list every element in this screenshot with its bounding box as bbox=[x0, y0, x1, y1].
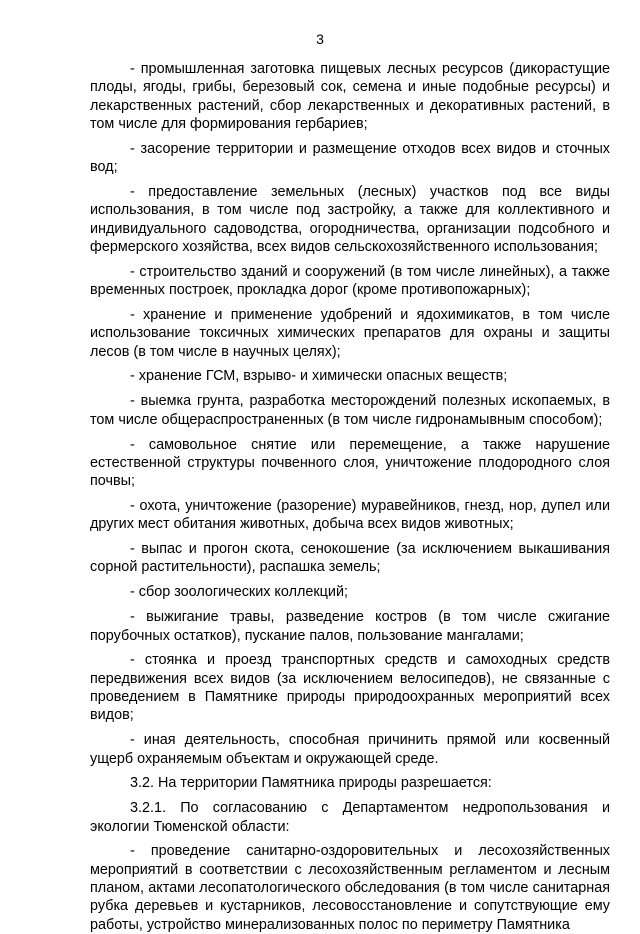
list-item-vehicles: - стоянка и проезд транспортных средств и самоходных средств передвижения всех видов (за исключением велосипедов), не связанные с проведением в Памятнике природы природоохранных мероприятий всех видов; bbox=[90, 652, 610, 724]
list-item-soil-removal: - самовольное снятие или перемещение, а также нарушение естественной структуры почвенного слоя, уничтожение плодородного слоя почвы; bbox=[90, 436, 610, 490]
list-item-chemicals: - хранение и применение удобрений и ядохимикатов, в том числе использование токсичных химических препаратов для охраны и защиты лесов (в том числе в научных целях); bbox=[90, 306, 610, 360]
list-item-burning: - выжигание травы, разведение костров (в том числе сжигание порубочных остатков), пускание палов, пользование мангалами; bbox=[90, 609, 610, 644]
list-item-fuel-storage: - хранение ГСМ, взрыво- и химически опасных веществ; bbox=[130, 368, 508, 385]
document-body bbox=[90, 60, 610, 934]
list-item-hunting: - охота, уничтожение (разорение) муравейников, гнезд, нор, дупел или других мест обитания животных, добыча всех видов животных; bbox=[90, 497, 610, 533]
section-3-2-heading: 3.2. На территории Памятника природы разрешается: bbox=[130, 775, 492, 792]
list-item-zoological-collections: - сбор зоологических коллекций; bbox=[130, 584, 348, 601]
list-item-grazing: - выпас и прогон скота, сенокошение (за исключением выкашивания сорной растительности), распашка земель; bbox=[90, 541, 610, 576]
list-item-littering: - засорение территории и размещение отходов всех видов и сточных вод; bbox=[90, 140, 610, 176]
page-number: 3 bbox=[316, 31, 324, 47]
list-item-sanitary-measures: - проведение санитарно-оздоровительных и лесохозяйственных мероприятий в соответствии с лесохозяйственным регламентом и лесным планом, актами лесопатологического обследования (в том числе санитарная рубка деревьев и кустарников, лесовосстановление и сопутствующие ему работы, устройство минерализованных полос по периметру Памятника bbox=[90, 843, 610, 933]
list-item-land-allocation: - предоставление земельных (лесных) участков под все виды использования, в том числе под застройку, а также для коллективного и индивидуального садоводства, огородничества, организации подсобного и фермерского хозяйства, всех видов сельскохозяйственного использования; bbox=[90, 183, 610, 255]
list-item-construction: - строительство зданий и сооружений (в том числе линейных), а также временных построек, прокладка дорог (кроме противопожарных); bbox=[90, 263, 610, 299]
list-item-excavation: - выемка грунта, разработка месторождений полезных ископаемых, в том числе общераспространенных (в том числе гидронамывным способом); bbox=[90, 393, 610, 428]
list-item-other-activity: - иная деятельность, способная причинить прямой или косвенный ущерб охраняемым объектам и окружающей среде. bbox=[90, 732, 610, 767]
section-3-2-1-heading: 3.2.1. По согласованию с Департаментом недропользования и экологии Тюменской области: bbox=[90, 800, 610, 835]
list-item-harvesting: - промышленная заготовка пищевых лесных ресурсов (дикорастущие плоды, ягоды, грибы, березовый сок, семена и иные подобные ресурсы) и лекарственных растений, сбор лекарственных и декоративных растений, в том числе для формирования гербариев; bbox=[90, 61, 610, 132]
